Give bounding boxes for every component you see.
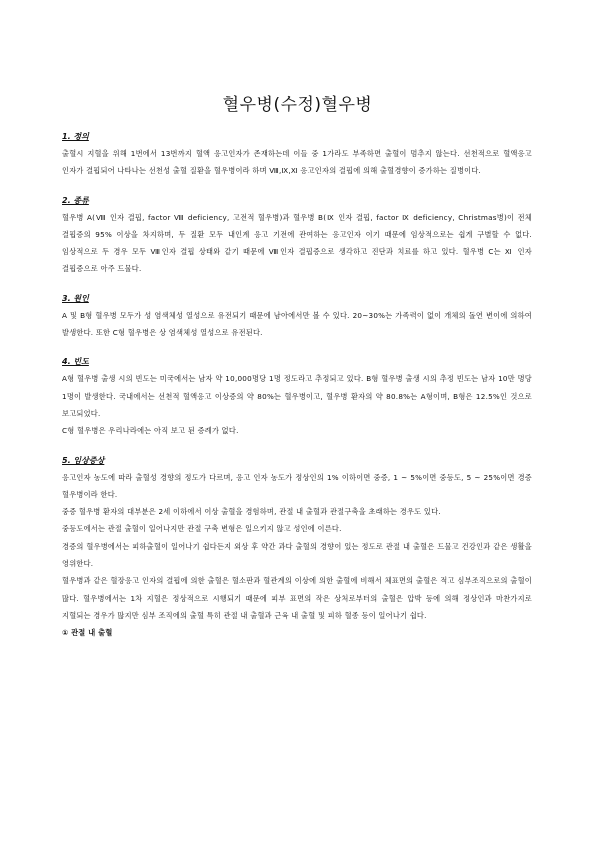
paragraph: 출혈시 지혈을 위해 1번에서 13번까지 혈액 응고인자가 존재하는데 이들 중 1가라도 부족하면 출혈이 멈추지 않는다. 선천적으로 혈액응고 인자가 결핍되어 나타나는 선천성 출혈 질환을 혈우병이라 하며 Ⅷ,Ⅸ,Ⅺ 응고인자의 결핍에 의해 출혈경향이 증가하는 질병이다.: [62, 149, 532, 176]
section-heading: 1. 정의: [62, 132, 89, 141]
section-heading: 3. 원인: [62, 293, 89, 303]
paragraph: 혈우병과 같은 혈장응고 인자의 결핍에 의한 출혈은 혈소판과 혈관계의 이상에 의한 출혈에 비해서 체표면의 출혈은 적고 심부조직으로의 출혈이 많다. 혈우병에서는 1차 지혈은 정상적으로 시행되기 때문에 피부 표면의 작은 상처로부터의 출혈은 압박 등에 의해 정상인과 마찬가지로 지혈되는 경우가 많지만 심부 조직에의 출혈 특히 관절 내 출혈과 근육 내 출혈 및 피하 혈종 등이 일어나기 쉽다.: [62, 576, 532, 620]
section-heading: 2. 종류: [62, 195, 89, 205]
section-types: [62, 196, 532, 278]
document-title: 혈우병(수정)혈우병: [222, 95, 373, 115]
document-body: [62, 132, 532, 642]
section-heading: 5. 임상증상: [62, 455, 105, 465]
paragraph: 중증 혈우병 환자의 대부분은 2세 이하에서 이상 출혈을 경험하며, 관절 내 출혈과 관절구축을 초래하는 경우도 있다.: [62, 507, 441, 517]
paragraph: 혈우병 A(Ⅷ 인자 결핍, factor Ⅷ deficiency, 고전적 혈우병)과 혈우병 B(Ⅸ 인자 결핍, factor Ⅸ deficiency, Christmas병)이 전체 결핍증의 95% 이상을 차지하며, 두 질환 모두 내인계 응고 기전에 관여하는 응고인자 이기 때문에 임상적으로는 쉽게 구별할 수 없다. 임상적으로 두 경우 모두 Ⅷ인자 결핍 상태와 같기 때문에 Ⅷ인자 결핍증으로 생각하고 진단과 치료를 하고 있다. 혈우병 C는 Ⅺ 인자 결핍증으로 아주 드물다.: [62, 212, 532, 274]
paragraph: A 및 B형 혈우병 모두가 성 염색체성 열성으로 유전되기 때문에 남아에서만 볼 수 있다. 20~30%는 가족력이 없이 개체의 돌연 변이에 의하여 발생한다. 또한 C형 혈우병은 상 염색체성 열성으로 유전된다.: [62, 310, 532, 338]
paragraph: 경증의 혈우병에서는 피하출혈이 일어나기 쉽다든지 외상 후 약간 과다 출혈의 경향이 있는 정도로 관절 내 출혈은 드물고 건강인과 같은 생활을 영위한다.: [62, 541, 532, 569]
paragraph: A형 혈우병 출생 시의 빈도는 미국에서는 남자 약 10,000명당 1명 정도라고 추정되고 있다. B형 혈우병 출생 시의 추정 빈도는 남자 10만 명당 1명이 발생한다. 국내에서는 선천적 혈액응고 이상증의 약 80%는 혈우병이고, 혈우병 환자의 약 80.8%는 A형이며, B형은 12.5%인 것으로 보고되었다.: [62, 374, 532, 418]
paragraph: 응고인자 농도에 따라 출혈성 경향의 정도가 다르며, 응고 인자 농도가 정상인의 1% 이하이면 중증, 1 ~ 5%이면 중등도, 5 ~ 25%이면 경증 혈우병이라 한다.: [62, 472, 532, 499]
section-definition: [62, 132, 532, 180]
section-symptoms: [62, 456, 532, 642]
paragraph: C형 혈우병은 우리나라에는 아직 보고 된 증례가 없다.: [62, 426, 239, 436]
paragraph: 중등도에서는 관절 출혈이 일어나지만 관절 구축 변형은 일으키지 않고 성인에 이른다.: [62, 524, 342, 534]
subheading-joint-bleeding: ① 관절 내 출혈: [62, 628, 113, 638]
section-frequency: [62, 357, 532, 439]
section-cause: [62, 294, 532, 342]
section-heading: 4. 빈도: [62, 357, 89, 367]
